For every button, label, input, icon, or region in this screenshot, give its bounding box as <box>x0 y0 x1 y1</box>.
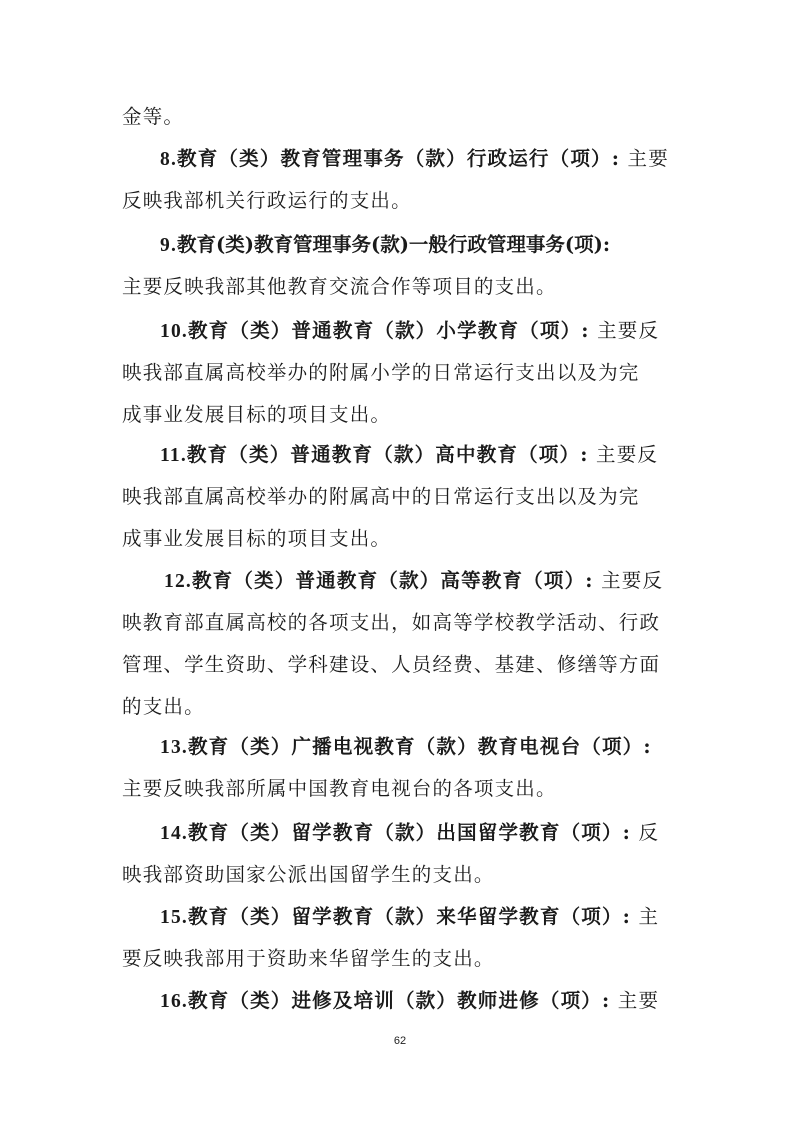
item-text-start: 主要 <box>617 989 660 1012</box>
text-line: 成事业发展目标的项目支出。 <box>122 403 392 426</box>
item-number: 12. <box>164 571 192 592</box>
item-number: 13. <box>160 737 188 758</box>
item-heading: 教育（类）教育管理事务（款）行政运行（项）: <box>177 147 621 170</box>
text-line: 主要反映我部其他教育交流合作等项目的支出。 <box>122 275 557 298</box>
heading-line <box>122 434 682 476</box>
text-line: 管理、学生资助、学科建设、人员经费、基建、修缮等方面 <box>122 653 661 676</box>
item-text-start: 主 <box>638 905 660 928</box>
text-line: 要反映我部用于资助来华留学生的支出。 <box>122 947 495 970</box>
paragraph-item-11 <box>122 434 682 560</box>
item-number: 9. <box>160 235 178 256</box>
item-heading: 教育（类）普通教育（款）小学教育（项）: <box>187 319 590 342</box>
item-number: 16. <box>160 991 188 1012</box>
heading-line <box>122 560 682 602</box>
paragraph-item-8 <box>122 138 682 222</box>
text-line: 金等。 <box>122 105 185 128</box>
item-number: 11. <box>160 445 187 466</box>
item-text-start: 主要反 <box>601 569 664 592</box>
heading-line <box>122 138 682 180</box>
paragraph-continuation <box>122 96 682 138</box>
paragraph-item-10 <box>122 310 682 436</box>
heading-line <box>122 812 682 854</box>
item-heading: 教育（类）广播电视教育（款）教育电视台（项）: <box>187 735 652 758</box>
paragraph-item-16 <box>122 980 682 1022</box>
item-heading: 教育(类)教育管理事务(款)一般行政管理事务(项): <box>177 233 611 256</box>
item-number: 15. <box>160 907 188 928</box>
item-heading: 教育（类）普通教育（款）高等教育（项）: <box>191 569 594 592</box>
text-line: 成事业发展目标的项目支出。 <box>122 527 392 550</box>
item-heading: 教育（类）留学教育（款）来华留学教育（项）: <box>187 905 632 928</box>
item-text-start: 主要反 <box>596 443 659 466</box>
item-text-start: 主要反 <box>597 319 660 342</box>
heading-line <box>122 896 682 938</box>
item-heading: 教育（类）留学教育（款）出国留学教育（项）: <box>187 821 632 844</box>
text-line: 反映我部机关行政运行的支出。 <box>122 189 412 212</box>
item-number: 10. <box>160 321 188 342</box>
heading-line <box>122 310 682 352</box>
heading-line <box>122 726 682 768</box>
item-heading: 教育（类）普通教育（款）高中教育（项）: <box>186 443 589 466</box>
paragraph-item-14 <box>122 812 682 896</box>
item-number: 8. <box>160 149 178 170</box>
text-line: 映我部直属高校举办的附属高中的日常运行支出以及为完 <box>122 485 640 508</box>
text-line: 映我部直属高校举办的附属小学的日常运行支出以及为完 <box>122 361 640 384</box>
item-text-start: 反 <box>638 821 660 844</box>
item-text-start: 主要 <box>627 147 669 170</box>
text-line: 映教育部直属高校的各项支出，如高等学校教学活动、行政 <box>122 611 661 634</box>
paragraph-item-9 <box>122 224 682 308</box>
heading-line <box>122 980 682 1022</box>
page-number: 62 <box>393 1035 407 1047</box>
item-number: 14. <box>160 823 188 844</box>
text-line: 映我部资助国家公派出国留学生的支出。 <box>122 863 495 886</box>
heading-line <box>122 224 682 266</box>
paragraph-item-15 <box>122 896 682 980</box>
text-line: 主要反映我部所属中国教育电视台的各项支出。 <box>122 777 557 800</box>
paragraph-item-12 <box>122 560 682 728</box>
paragraph-item-13 <box>122 726 682 810</box>
text-line: 的支出。 <box>122 695 205 718</box>
item-heading: 教育（类）进修及培训（款）教师进修（项）: <box>187 989 611 1012</box>
